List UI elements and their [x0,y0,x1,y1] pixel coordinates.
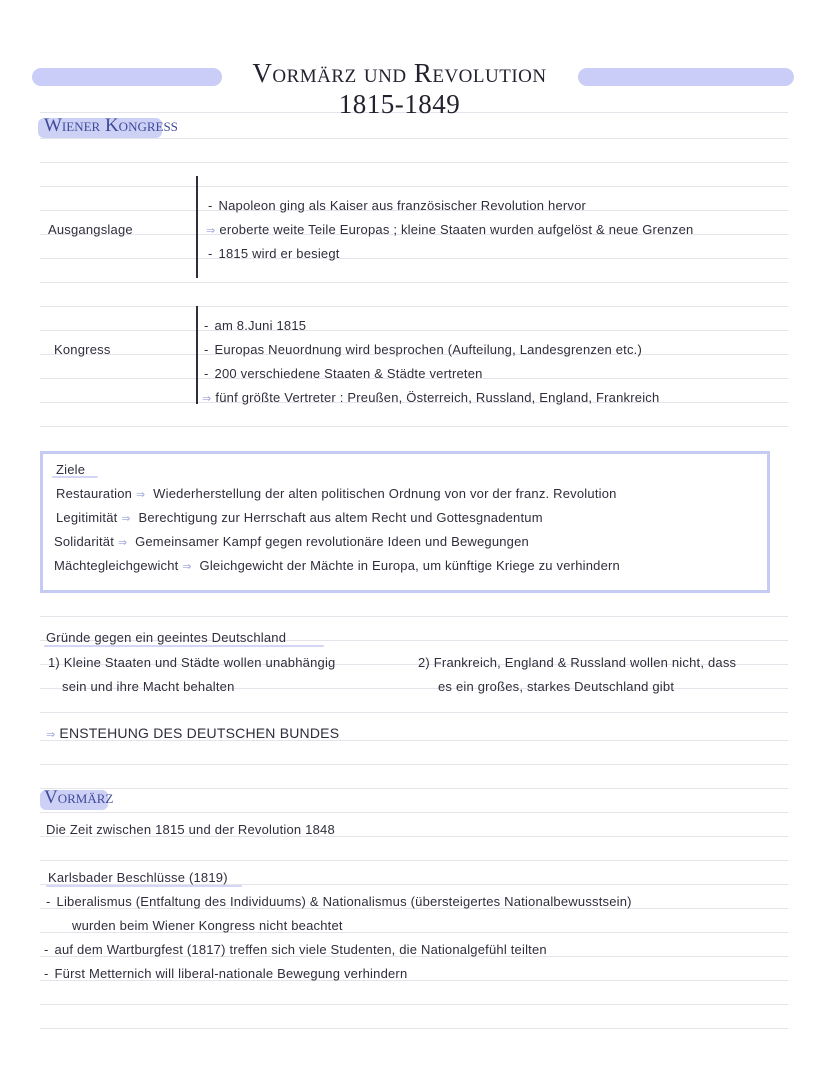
gruende-point-2-cont: es ein großes, starkes Deutschland gibt [438,679,675,694]
page-title: Vormärz und Revolution 1815-1849 [252,58,547,119]
divider-bar [196,176,198,278]
karlsbad-line: - Fürst Metternich will liberal-nationale Bewegung verhindern [44,966,408,981]
ziel-item [54,534,529,549]
title-highlight-right [578,68,794,86]
arrow-icon: ⇒ [121,513,131,525]
karlsbad-line: - Liberalismus (Entfaltung des Individuums) & Nationalismus (übersteigertes Nationalbewusstsein) [46,894,632,909]
kongress-label: Kongress [54,342,111,357]
arrow-icon: ⇒ [135,489,146,501]
result-line: ⇒ ENSTEHUNG DES DEUTSCHEN BUNDES [46,725,340,741]
dash-bullet: - [204,318,209,333]
karlsbad-underline [46,885,242,887]
vormaerz-intro: Die Zeit zwischen 1815 und der Revolution 1848 [46,822,335,837]
kongress-line: ⇒ fünf größte Vertreter : Preußen, Österreich, Russland, England, Frankreich [202,390,660,405]
ziel-item [56,510,543,525]
arrow-icon: ⇒ [182,561,192,573]
ausgangslage-label: Ausgangslage [48,222,133,237]
dash-bullet: - [208,198,213,213]
ziel-term: Legitimität [56,510,118,525]
dash-bullet: - [46,894,51,909]
arrow-icon: ⇒ [46,729,56,741]
gruende-point-1-cont: sein und ihre Macht behalten [62,679,235,694]
ausgangslage-line: - Napoleon ging als Kaiser aus französischer Revolution hervor [208,198,587,213]
ziel-item [54,558,620,573]
ziel-item [56,486,617,501]
kongress-line: - am 8.Juni 1815 [204,318,307,333]
dash-bullet: - [204,342,209,357]
karlsbad-line-cont: wurden beim Wiener Kongress nicht beachtet [72,918,343,933]
ziel-term: Mächtegleichgewicht [54,558,179,573]
gruende-underline [44,645,324,647]
section-heading-vormaerz: Vormärz [44,787,114,808]
ziel-term: Restauration [56,486,133,501]
gruende-point-1: 1) Kleine Staaten und Städte wollen unabhängig [48,655,336,670]
gruende-point-2: 2) Frankreich, England & Russland wollen nicht, dass [418,655,737,670]
title-highlight-left [32,68,222,86]
arrow-icon: ⇒ [206,225,216,237]
ziel-desc: Berechtigung zur Herrschaft aus altem Recht und Gottesgnadentum [138,510,543,525]
dash-bullet: - [204,366,209,381]
dash-bullet: - [44,966,49,981]
gruende-heading: Gründe gegen ein geeintes Deutschland [46,630,287,645]
ausgangslage-line: ⇒ eroberte weite Teile Europas ; kleine Staaten wurden aufgelöst & neue Grenzen [206,222,694,237]
arrow-icon: ⇒ [202,393,212,405]
ziel-term: Solidarität [54,534,115,549]
ziel-desc: Gleichgewicht der Mächte in Europa, um künftige Kriege zu verhindern [199,558,620,573]
dash-bullet: - [208,246,213,261]
karlsbad-heading: Karlsbader Beschlüsse (1819) [48,870,228,885]
arrow-icon: ⇒ [117,537,128,549]
ziele-heading: Ziele [56,462,86,477]
dash-bullet: - [44,942,49,957]
divider-bar [196,306,198,404]
ziel-desc: Gemeinsamer Kampf gegen revolutionäre Ideen und Bewegungen [135,534,529,549]
kongress-line: - 200 verschiedene Staaten & Städte vertreten [204,366,483,381]
karlsbad-line: - auf dem Wartburgfest (1817) treffen sich viele Studenten, die Nationalgefühl teilten [44,942,547,957]
ausgangslage-line: - 1815 wird er besiegt [208,246,340,261]
ziel-desc: Wiederherstellung der alten politischen Ordnung von vor der franz. Revolution [153,486,617,501]
kongress-line: - Europas Neuordnung wird besprochen (Aufteilung, Landesgrenzen etc.) [204,342,643,357]
section-heading-wiener-kongress: Wiener Kongress [44,115,178,136]
